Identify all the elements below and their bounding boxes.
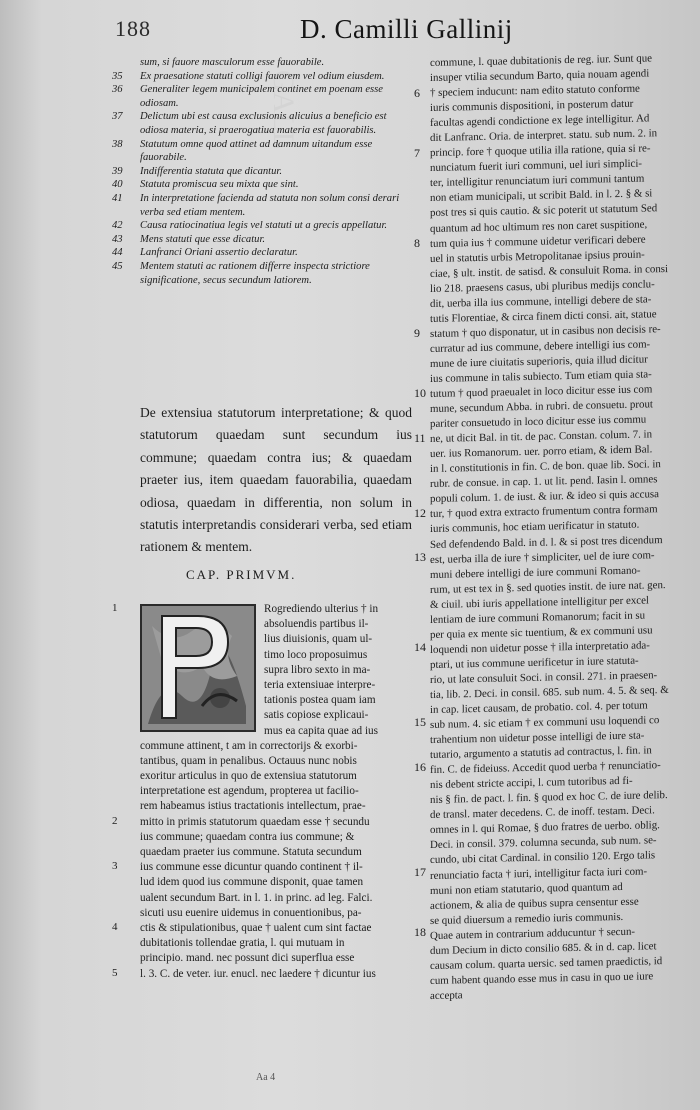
right-column-line: rio, ut late consuluit Soci. in consil. 271. in praesen-: [430, 669, 658, 686]
right-column-line: tutum † quod praeualet in loco dicitur esse ius com: [430, 383, 653, 401]
summary-item-text: Lanfranci Oriani assertio declaratur.: [140, 247, 298, 259]
chapter-body-text: [140, 602, 416, 982]
show-through-watermark: GALL: [267, 70, 300, 150]
summary-item-number: 40: [112, 179, 123, 191]
body-line: interpretatione est agendum, propterea ut facilio-: [140, 785, 359, 798]
margin-number: 11: [414, 430, 426, 445]
summary-item: [112, 83, 417, 110]
margin-number: 6: [414, 85, 420, 100]
right-column-line: loquendi non uidetur posse † illa interpretatio ada-: [430, 639, 650, 656]
body-line: dubitationis tollendae gratia, l. qui mutuam in: [140, 937, 345, 950]
summary-item-number: 35: [112, 70, 123, 82]
right-column-line: commune, l. quae dubitationis de reg. iur. Sunt que: [430, 52, 653, 69]
right-column-line: renunciatio facta † iuri, intelligitur facta iuri com-: [430, 864, 648, 882]
right-column-line: tur, † quod extra extracto frumentum contra formam: [430, 503, 658, 521]
margin-number: 15: [414, 715, 426, 730]
body-line: Rogrediendo ulterius † in: [264, 603, 379, 615]
summary-item: [112, 165, 417, 179]
right-column-line: actionem, & alia de quibus supra censentur esse: [430, 895, 639, 912]
summary-item-text: Statuta promiscua seu mixta que sint.: [140, 179, 299, 191]
right-column-line: mune, secundum Abba. in rubri. de consuetu. prout: [430, 398, 653, 416]
right-column-line: mune de iure ciuitatis superioris, quia illud dicitur: [430, 353, 648, 370]
margin-number: 13: [414, 550, 426, 565]
summary-item-number: 36: [112, 84, 123, 96]
right-column-line: nunciatum fuerit iuri communi, uel iuri simplici-: [430, 157, 643, 175]
right-column-line: nis § fin. de pact. l. fin. § quod ex hoc C. de iure delib.: [430, 789, 668, 807]
summary-list: [112, 56, 417, 287]
right-column-line: muni non etiam statutario, quod quantum ad: [430, 880, 623, 897]
right-column-line: fin. C. de fideiuss. Accedit quod uerba † renunciatio-: [430, 759, 661, 777]
right-column-line: se quid diuersum a remedio iuris communis.: [430, 910, 624, 927]
right-column-line: rubr. de consue. in cap. 1. ut lit. pend. Iasin l. omnes: [430, 473, 658, 491]
right-column-line: insuper vtilia secundum Barto, quia nouam agendi: [430, 67, 650, 85]
body-line: principio. mand. nec possunt dici superflua esse: [140, 952, 355, 965]
right-column-line: causam colum. quarta uersic. sed tamen praedictis, id: [430, 954, 663, 972]
summary-item-number: 38: [112, 138, 123, 150]
body-line: ualent secundum Bart. in l. 1. in princ. ad leg. Falci.: [140, 891, 373, 904]
body-line: satis copiose explicaui-: [264, 709, 369, 722]
summary-item-number: 42: [112, 220, 123, 232]
summary-item-number: 37: [112, 111, 123, 123]
summary-item-number: 43: [112, 233, 123, 245]
body-line: l. 3. C. de veter. iur. enucl. nec laedere † dicuntur ius: [140, 967, 376, 980]
summary-item: [112, 110, 417, 137]
right-column-line: quantum ad hoc ultimum res non caret suspitione,: [430, 217, 648, 235]
body-line: lud idem quod ius commune disponit, quae tamen: [140, 876, 364, 889]
summary-item: [112, 178, 417, 192]
right-column-line: non etiam municipali, ut scribit Bald. in l. 2. § & si: [430, 187, 653, 205]
right-column-line: in l. constitutionis in fin. C. de bon. quae lib. Soci. in: [430, 458, 661, 476]
body-line: tationis postea quam iam: [264, 694, 376, 707]
summary-item-text: Mens statuti que esse dicatur.: [140, 233, 266, 245]
body-line: sicuti usu euenire uidemus in conuentionibus, pa-: [140, 906, 362, 919]
right-column-text: [430, 50, 695, 1004]
right-column-line: Quae autem in contrarium adducuntur † secun-: [430, 925, 636, 942]
margin-number: 4: [112, 921, 118, 934]
body-line: teria extensiuae interpre-: [264, 678, 376, 691]
body-line: mitto in primis statutorum quaedam esse † secundu: [140, 815, 370, 828]
summary-item-number: 41: [112, 192, 123, 204]
margin-number: 2: [112, 814, 118, 827]
right-column-line: tutis Florentiae, & circa finem dicti consi. ait, statue: [430, 308, 657, 325]
right-column-line: in cap. licet causam, de probatio. col. 4. per totum: [430, 699, 648, 717]
right-column-line: cundo, ubi citat Cardinal. in consilio 120. Ergo talis: [430, 849, 656, 867]
right-column-line: tia, lib. 2. Deci. in consil. 685. sub num. 4. 5. & seq. &: [430, 683, 669, 701]
summary-item-number: [112, 56, 140, 70]
body-line: supra libro sexto in ma-: [264, 663, 371, 676]
margin-number: 5: [112, 966, 118, 979]
right-column-line: lio 218. praesens casus, ubi pluribus medijs conclu-: [430, 277, 655, 295]
right-column-line: curratur ad ius commune, debere intelligi ius com-: [430, 338, 651, 355]
body-line: commune attinent, t am in correctorijs & exorbi-: [140, 739, 358, 752]
right-column-line: ptari, ut ius commune uerificetur in iure statuta-: [430, 654, 639, 671]
summary-item-text: Indifferentia statuta que dicantur.: [140, 165, 283, 177]
chapter-heading: CAP. PRIMVM.: [186, 567, 297, 582]
right-column-line: & ciuil. ubi iuris appellatione intelligitur per excel: [430, 594, 649, 611]
right-column-line: cum habent quando esse mus in casu in quo ue iure: [430, 970, 654, 987]
right-column-line: dit, uerba illa ius commune, intelligi debere de sta-: [430, 293, 652, 310]
summary-item-number: 44: [112, 247, 123, 259]
summary-item-text: Ex praesatione statuti colligi fauorem vel odium eiusdem.: [140, 70, 385, 82]
summary-item: [112, 219, 417, 233]
right-column-line: nis debent stricte accipi, l. cum tutoribus ad fi-: [430, 775, 633, 792]
right-column-line: de transl. mater decedens. C. de inoff. testam. Deci.: [430, 804, 655, 822]
right-column-line: dit Lanfranc. Oria. de interpret. statu. sub num. 2. in: [430, 127, 658, 145]
right-column-line: Sed defendendo Bald. in d. l. & si post tres dicendum: [430, 533, 663, 551]
body-line: ius commune esse dicuntur quando continent † il-: [140, 861, 363, 874]
body-line: tantibus, quam in penalibus. Octauus nunc nobis: [140, 754, 357, 767]
summary-item-text: sum, si fauore masculorum esse fauorabile.: [140, 57, 325, 68]
right-column-line: † speciem inducunt: nam edito statuto conforme: [430, 82, 640, 100]
summary-item-text: Generaliter legem municipalem continet em poenam esse odiosam.: [140, 84, 383, 109]
right-column-line: omnes in l. qui Romae, § duo fratres de uerbo. oblig.: [430, 819, 660, 837]
summary-item-number: 45: [112, 260, 123, 272]
margin-number: 9: [414, 325, 420, 340]
body-line: mus ea capita quae ad ius: [264, 724, 379, 737]
right-column-line: dum Decium in dicto consilio 685. & in d. cap. licet: [430, 940, 657, 957]
summary-item: [112, 246, 417, 260]
summary-item: [112, 138, 417, 165]
margin-number: 18: [414, 925, 426, 940]
chapter-summary-paragraph: De extensiua statutorum interpretatione; & quod statutorum quaedam sunt secundum ius commune; quaedam contra ius; & quaedam praeter ius, item quaedam fauorabilia, quaedam odiosa, quaedam in differentia, non solum in statutis interpretandis considerari verba, sed etiam rationem & mentem.: [140, 405, 412, 555]
right-column-line: uel in statutis urbis Metropolitanae ipsius prouin-: [430, 248, 645, 265]
summary-item-text: Delictum ubi est causa exclusionis alicuius a beneficio est odiosa materia, si praerogatiua materia est fauorabilis.: [140, 111, 387, 136]
margin-number: 16: [414, 760, 426, 775]
summary-item-text: Statutum omne quod attinet ad damnum uitandum esse fauorabile.: [140, 138, 373, 164]
summary-item: [112, 56, 417, 70]
right-column-line: trahentium non uidetur posse intelligi de iure sta-: [430, 729, 645, 747]
right-column-line: post tres si quis cautio. & sic poterit ut statutum Sed: [430, 202, 658, 220]
summary-item-text: In interpretatione facienda ad statuta non solum consi derari verba sed etiam mentem.: [140, 192, 400, 218]
summary-item-text: Mentem statuti ac rationem differre inspecta strictiore significatione, secus secundum latiorem.: [140, 260, 370, 286]
right-column-line: tum quia ius † commune uidetur verificari debere: [430, 233, 646, 250]
right-column-line: ne, ut dicit Bal. in tit. de pac. Constan. colum. 7. in: [430, 428, 653, 446]
right-column-line: ciae, § ult. instit. de satisd. & consuluit Roma. in consi: [430, 262, 669, 280]
margin-number: 3: [112, 860, 118, 873]
margin-number: 7: [414, 145, 420, 160]
right-column-line: muni debere intelligi de iure communi Romano-: [430, 564, 641, 581]
signature-mark: Aa 4: [256, 1072, 276, 1083]
margin-number: 8: [414, 235, 420, 250]
right-column-line: iuris communis dispositioni, in posterum datur: [430, 97, 634, 115]
right-column-line: per quia ex mente sic tuentium, & ex communi usu: [430, 624, 653, 641]
summary-item-number: 39: [112, 165, 123, 177]
right-column-line: princip. fore † quoque utilia illa ratione, quia si re-: [430, 142, 651, 160]
margin-number: 14: [414, 640, 426, 655]
right-column-line: ter, intelligitur renunciatum iuri communi tantum: [430, 172, 645, 190]
right-column-line: tutario, argumento a statutis ad contractus, l. fin. in: [430, 744, 652, 762]
summary-item: [112, 260, 417, 287]
body-line: ctis & stipulationibus, quae † ualent cum sint factae: [140, 921, 372, 934]
right-column-line: est, uerba illa de iure † simpliciter, uel de iure com-: [430, 548, 655, 566]
right-column-line: pariter consuetudo in loco dicitur esse ius commu: [430, 413, 647, 431]
right-column-line: rum, ut est tex in §. sed quoties instit. de iure nat. gen.: [430, 578, 666, 596]
body-line: absoluendis partibus il-: [264, 618, 369, 631]
body-line: rem habeamus istius tractationis intellectum, prae-: [140, 800, 366, 813]
right-column-line: uer. ius Romanorum. uer. porro etiam, & idem Bal.: [430, 443, 653, 461]
right-column-line: ius commune in talis subiecto. Tum etiam quia sta-: [430, 368, 652, 385]
summary-item: [112, 70, 417, 84]
right-column-line: populi colum. 1. de iust. & iur. & ideo si quis accusa: [430, 488, 659, 506]
right-column-line: Deci. in consil. 379. columna secunda, sub num. se-: [430, 834, 657, 852]
body-line: quaedam praeter ius commune. Statuta secundum: [140, 846, 362, 858]
right-column-line: accepta: [430, 989, 463, 1002]
body-line: timo loco proposuimus: [264, 648, 368, 661]
running-title: D. Camilli Gallinij: [300, 14, 513, 44]
page-number: 188: [115, 16, 151, 41]
body-line: lius diuisionis, quam ul-: [264, 633, 373, 646]
margin-number: 12: [414, 505, 426, 520]
right-column-line: statum † quo disponatur, ut in casibus non decisis re-: [430, 323, 661, 340]
right-column-line: facultas agendi condictione ex lege intelligitur. Ad: [430, 112, 650, 130]
margin-number: 1: [112, 602, 118, 614]
body-line: exoritur articulus in quo de extensiua statutorum: [140, 770, 357, 783]
summary-item: [112, 192, 417, 219]
body-line: ius commune; quaedam contra ius commune; &: [140, 830, 355, 843]
summary-item: [112, 233, 417, 247]
margin-number: 10: [414, 385, 426, 400]
right-column-line: lentiam de iure communi Romanorum; facit in su: [430, 609, 646, 626]
right-column-line: iuris communis, hoc etiam uerificatur in statuto.: [430, 519, 640, 536]
margin-number: 17: [414, 865, 426, 880]
summary-item-text: Causa ratiocinatiua legis vel statuti ut a grecis appellatur.: [140, 220, 388, 232]
right-column-line: sub num. 4. sic etiam † ex communi usu loquendi co: [430, 714, 660, 732]
